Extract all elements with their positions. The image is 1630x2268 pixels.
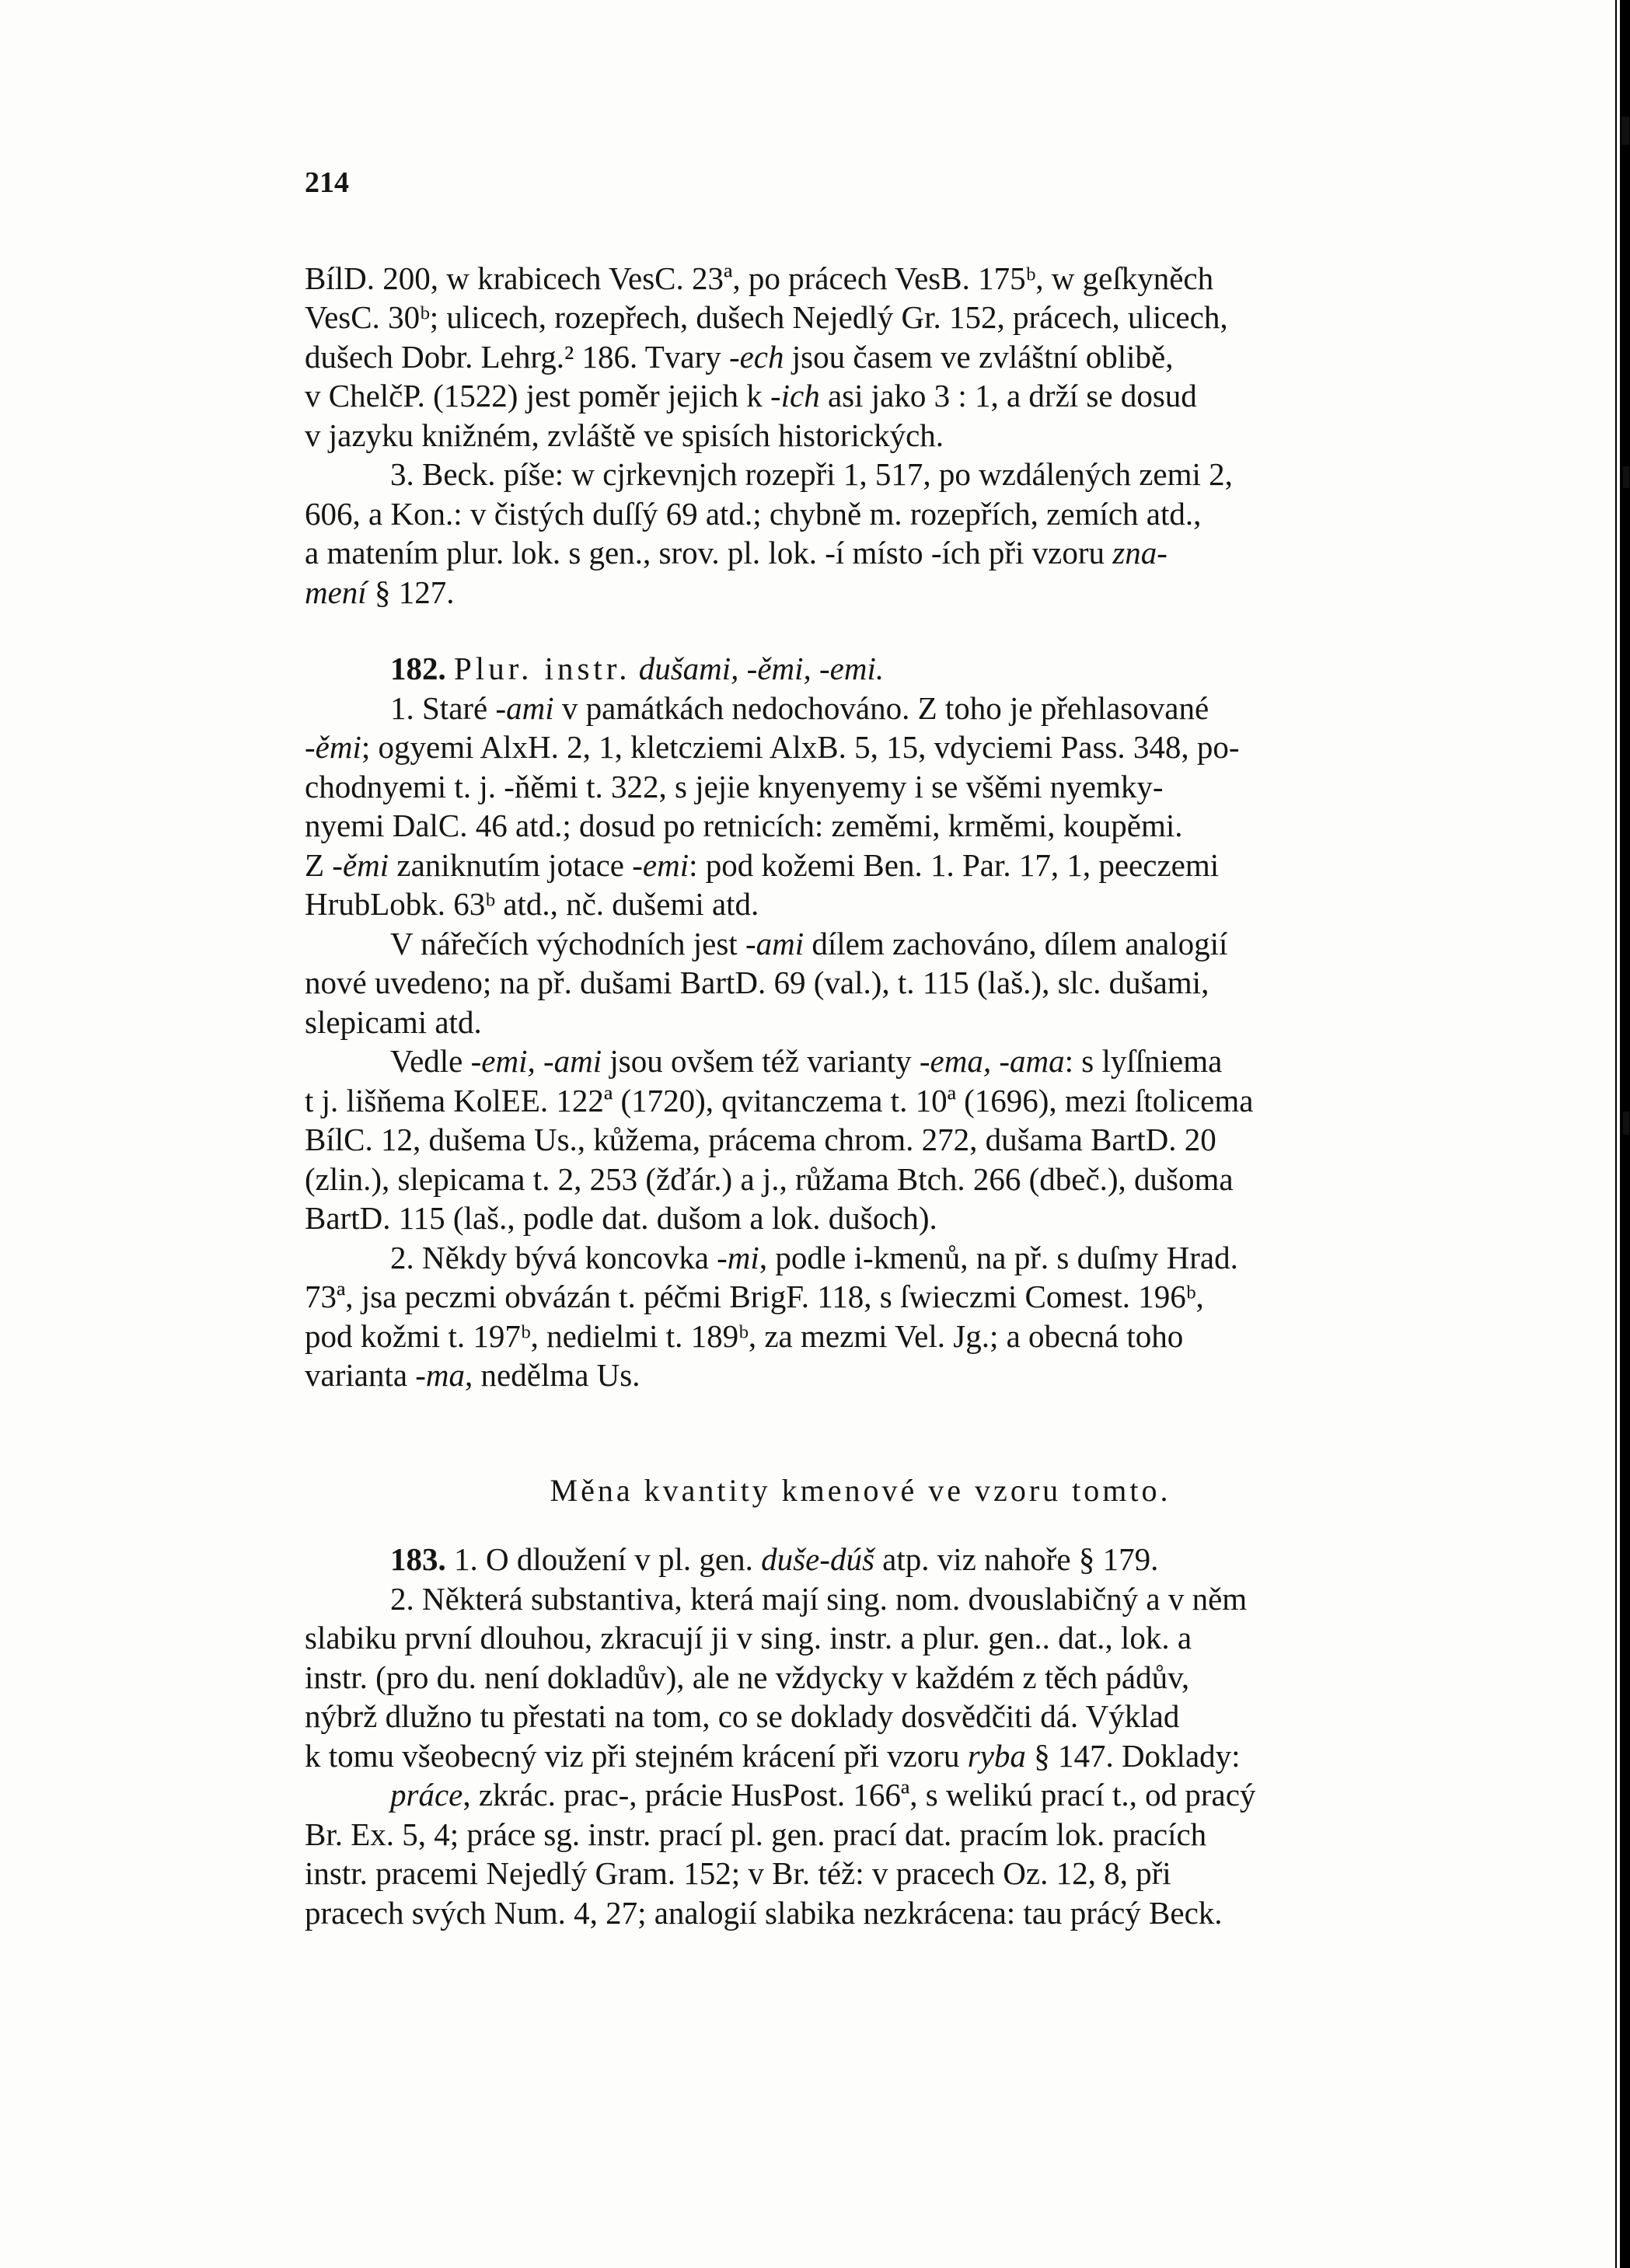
text-run: 1. Staré (390, 689, 488, 726)
text-line: nýbrž dlužno tu přestati na tom, co se doklady dosvědčiti dá. Výklad (305, 1698, 1180, 1734)
section-number: 183. (390, 1541, 446, 1577)
section-182-heading (305, 649, 1416, 689)
text-line: slepicami atd. (305, 1003, 482, 1040)
text-line: jsou časem ve zvláštní oblibě, (791, 338, 1174, 375)
text-run: Vedle (390, 1043, 463, 1079)
section-number: 182. (390, 651, 446, 686)
text-run: jsou ovšem též varianty (609, 1043, 912, 1079)
paragraph-plural-locative-examples (305, 259, 1416, 455)
text-line: asi jako 3 : 1, a drží se dosud (827, 378, 1197, 413)
form-term: duše-dúš (761, 1541, 874, 1577)
binding-mark-middle (1623, 466, 1629, 488)
paragraph-182-1 (305, 689, 1416, 924)
paragraph-point-3 (305, 455, 1416, 612)
section-forms: dušami, -ěmi, -emi. (638, 651, 885, 686)
ending-term: -ěmi (332, 846, 389, 883)
text-run: varianta (305, 1357, 408, 1393)
text-line: BílC. 12, dušema Us., kůžema, prácema chrom. 272, dušama BartD. 20 (305, 1122, 1216, 1157)
text-line: BílD. 200, w krabicech VesC. 23ª, po prácech VesB. 175ᵇ, w geſkyněch (305, 260, 1214, 296)
text-run: : pod kožemi Ben. 1. Par. 17, 1, peeczemi (689, 846, 1220, 883)
text-run: k tomu všeobecný viz při stejném krácení při vzoru (305, 1737, 960, 1774)
text-line: 2. Některá substantiva, která mají sing. nom. dvouslabičný a v něm (390, 1580, 1248, 1617)
text-run: Z (305, 846, 325, 883)
ending-term: -ech (728, 338, 784, 375)
pattern-term: zna- (1112, 535, 1168, 570)
page-content (305, 163, 1416, 1932)
ending-term: -mi (717, 1239, 759, 1275)
ending-term: -emi, -ami (470, 1043, 602, 1079)
text-line: VesC. 30ᵇ; ulicech, rozepřech, dušech Nejedlý Gr. 152, prácech, ulicech, (305, 299, 1228, 335)
text-line: nové uvedeno; na př. dušami BartD. 69 (val.), t. 115 (laš.), slc. dušami, (305, 965, 1209, 1000)
text-run: 1. O dloužení v pl. gen. (454, 1541, 753, 1577)
text-line: 3. Beck. píše: w cjrkevnjch rozepři 1, 517, po wzdálených zemi 2, (390, 456, 1233, 492)
text-line: nyemi DalC. 46 atd.; dosud po retnicích: zeměmi, krměmi, koupěmi. (305, 808, 1183, 843)
text-run: : s lyſſniema (1064, 1043, 1223, 1079)
ending-term: -ma (415, 1357, 466, 1393)
ending-term: -ami (495, 689, 554, 726)
pattern-term: mení (305, 574, 367, 610)
text-line: t j. lišňema KolEE. 122ª (1720), qvitanczema t. 10ª (1696), mezi ſtolicema (305, 1082, 1254, 1118)
section-183-heading (305, 1540, 1416, 1579)
paragraph-182-2 (305, 1238, 1416, 1395)
text-line: 73ª, jsa peczmi obvázán t. péčmi BrigF. 118, s ſwieczmi Comest. 196ᵇ, (305, 1279, 1204, 1314)
text-line: BartD. 115 (laš., podle dat. dušom a lok. dušoch). (305, 1200, 937, 1236)
text-line: pod kožmi t. 197ᵇ, nedielmi t. 189ᵇ, za mezmi Vel. Jg.; a obecná toho (305, 1317, 1184, 1354)
text-line: (zlin.), slepicama t. 2, 253 (žďár.) a j., růžama Btch. 266 (dbeč.), dušoma (305, 1160, 1234, 1197)
text-line: slabiku první dlouhou, zkracují ji v sing. instr. a plur. gen.. dat., lok. a (305, 1620, 1192, 1656)
pattern-term: ryba (967, 1737, 1026, 1774)
text-line: 606, a Kon.: v čistých duſſý 69 atd.; chybně m. rozepřích, zemích atd., (305, 495, 1202, 532)
paragraph-183-examples (305, 1775, 1416, 1932)
text-line: v jazyku knižném, zvláště ve spisích historických. (305, 417, 944, 453)
binding-mark-low (1623, 1111, 1629, 1135)
text-line: v ChelčP. (1522) jest poměr jejich k (305, 378, 763, 413)
text-run: zaniknutím jotace (396, 846, 624, 883)
text-line: instr. pracemi Nejedlý Gram. 152; v Br. též: v pracech Oz. 12, 8, při (305, 1855, 1171, 1891)
ending-term: -ami (745, 925, 805, 961)
ending-term: -emi (632, 846, 689, 883)
page-edge (1617, 0, 1620, 2268)
ending-term: -ěmi (305, 729, 361, 765)
text-run: , podle i-kmenů, na př. s duſmy Hrad. (759, 1239, 1238, 1275)
section-label: Plur. instr. (454, 651, 631, 686)
section-heading: Měna kvantity kmenové ve vzoru tomto. (550, 1472, 1171, 1508)
text-line: pracech svých Num. 4, 27; analogií slabika nezkrácena: tau prácý Beck. (305, 1894, 1223, 1931)
text-run: dílem zachováno, dílem analogií (812, 925, 1228, 961)
binding-mark-top (1621, 117, 1629, 145)
text-run: V nářečích východních jest (390, 925, 738, 961)
text-line: dušech Dobr. Lehrg.² 186. Tvary (305, 338, 721, 375)
text-line: instr. (pro du. není dokladův), ale ne vždycky v každém z těch pádův, (305, 1659, 1190, 1695)
text-run: , zkrác. prac-, prácie HusPost. 166ª, s welikú prací t., od pracý (462, 1777, 1256, 1813)
text-line: Br. Ex. 5, 4; práce sg. instr. prací pl. gen. prací dat. pracím lok. pracích (305, 1816, 1207, 1852)
ending-term: -ich (770, 378, 820, 413)
paragraph-182-dialects (305, 924, 1416, 1042)
text-run: v památkách nedochováno. Z toho je přehlasované (561, 689, 1209, 726)
ending-term: -ema, -ama (919, 1043, 1065, 1079)
text-run: atp. viz nahoře § 179. (882, 1541, 1159, 1577)
text-line: HrubLobk. 63ᵇ atd., nč. dušemi atd. (305, 886, 759, 922)
paragraph-183-2 (305, 1579, 1416, 1776)
text-run: 2. Někdy bývá koncovka (390, 1239, 709, 1275)
text-line: chodnyemi t. j. -ňěmi t. 322, s jejie knyenyemy i se všěmi nyemky- (305, 768, 1164, 804)
text-line: a matením plur. lok. s gen., srov. pl. lok. -í místo -ích při vzoru (305, 535, 1105, 570)
paragraph-182-variants (305, 1042, 1416, 1238)
text-run: , nedělma Us. (465, 1357, 640, 1393)
text-run: § 147. Doklady: (1034, 1737, 1241, 1774)
headword-term: práce (390, 1777, 463, 1813)
text-run: ; ogyemi AlxH. 2, 1, kletcziemi AlxB. 5, 15, vdyciemi Pass. 348, po- (361, 729, 1240, 765)
page-number: 214 (305, 166, 349, 199)
section-reference: § 127. (374, 574, 455, 610)
